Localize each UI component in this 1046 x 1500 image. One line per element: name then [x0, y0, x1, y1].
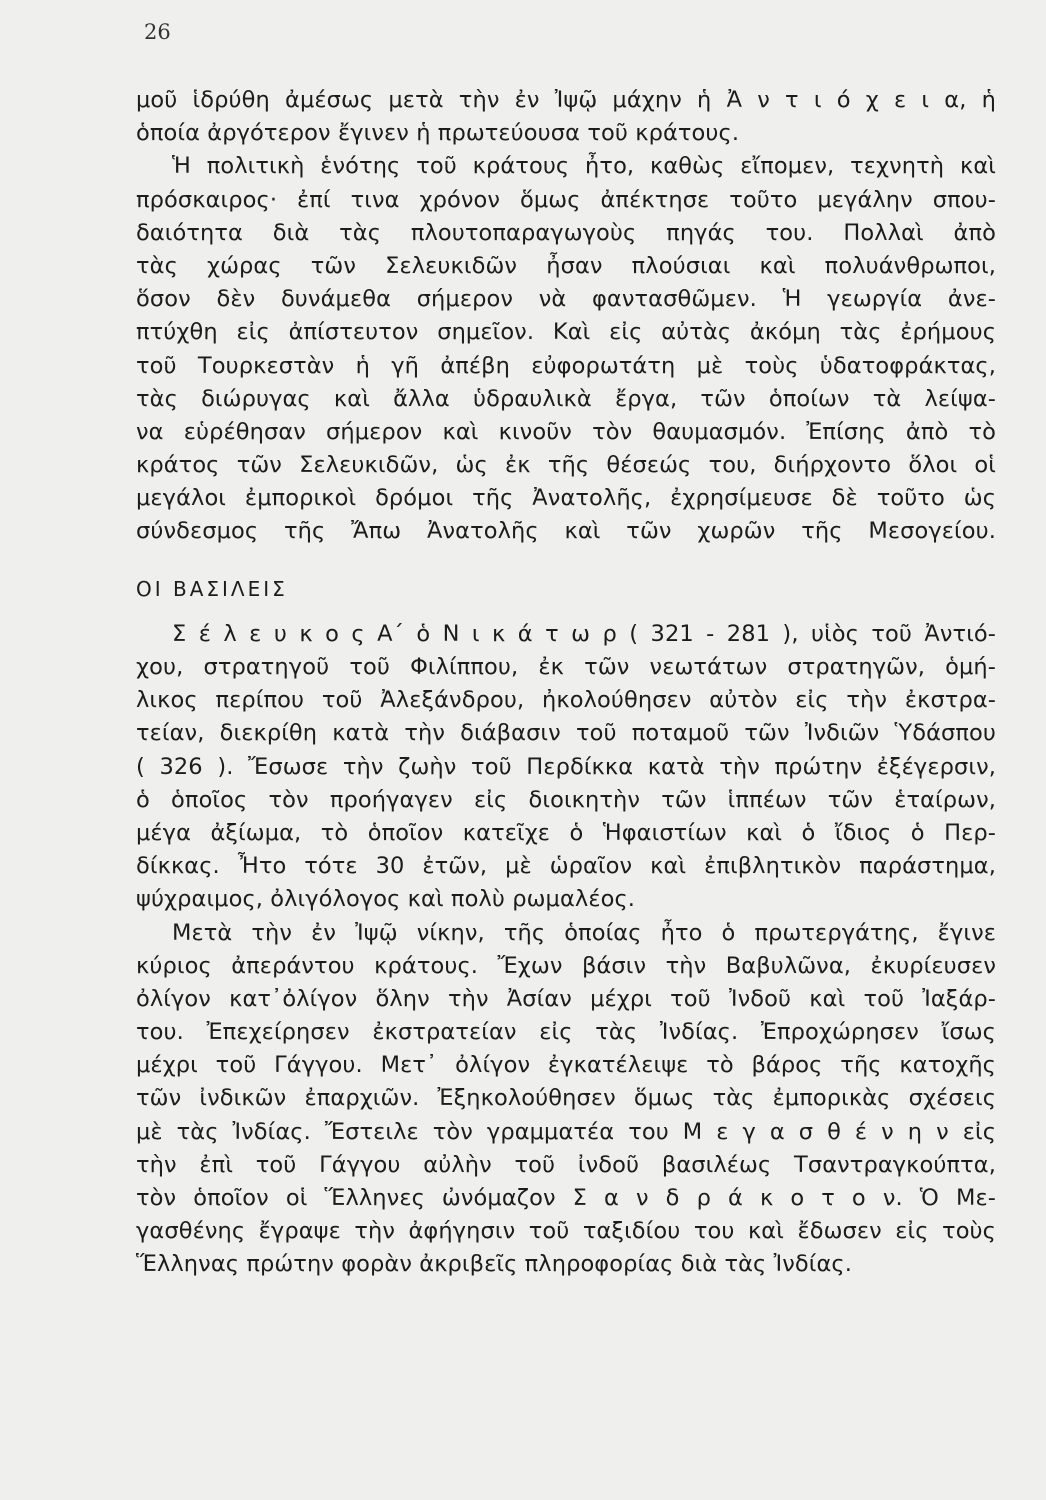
paragraph-3 [136, 618, 996, 917]
text-line: τὰς διώρυγας καὶ ἄλλα ὑδραυλικὰ ἔργα, τῶν ὁποίων τὰ λείψα- [136, 385, 996, 412]
paragraph-4 [136, 917, 996, 1282]
paragraph-2 [136, 150, 996, 548]
text-line: ὀλίγον κατ᾿ὀλίγον ὅλην τὴν Ἀσίαν μέχρι τοῦ Ἰνδοῦ καὶ τοῦ Ἰαξάρ- [136, 985, 996, 1012]
text-line: γασθένης ἔγραψε τὴν ἀφήγησιν τοῦ ταξιδίου του καὶ ἔδωσεν εἰς τοὺς [136, 1218, 996, 1245]
page-body [136, 84, 996, 1282]
text-line: δαιότητα διὰ τὰς πλουτοπαραγωγοὺς πηγάς του. Πολλαὶ ἀπὸ [136, 219, 996, 246]
text-line: πτύχθη εἰς ἀπίστευτον σημεῖον. Καὶ εἰς αὐτὰς ἀκόμη τὰς ἐρήμους [136, 319, 996, 346]
text-line: λικος περίπου τοῦ Ἀλεξάνδρου, ἠκολούθησεν αὐτὸν εἰς τὴν ἐκστρα- [136, 687, 996, 714]
text-line: χου, στρατηγοῦ τοῦ Φιλίππου, ἐκ τῶν νεωτάτων στρατηγῶν, ὁμή- [136, 654, 996, 680]
text-line: σύνδεσμος τῆς Ἄπω Ἀνατολῆς καὶ τῶν χωρῶν τῆς Μεσογείου. [136, 518, 996, 545]
text-line: τῶν ἰνδικῶν ἐπαρχιῶν. Ἐξηκολούθησεν ὅμως τὰς ἐμπορικὰς σχέσεις [136, 1085, 996, 1112]
text-line: κράτος τῶν Σελευκιδῶν, ὡς ἐκ τῆς θέσεώς του, διήρχοντο ὅλοι οἱ [136, 452, 996, 479]
text-line: μοῦ ἱδρύθη ἀμέσως μετὰ τὴν ἐν Ἰψῷ μάχην ἡ Ἀ ν τ ι ό χ ε ι α, ἡ [136, 87, 996, 113]
text-line: μέχρι τοῦ Γάγγου. Μετ᾿ ὀλίγον ἐγκατέλειψε τὸ βάρος τῆς κατοχῆς [136, 1052, 996, 1079]
text-line: τὴν ἐπὶ τοῦ Γάγγου αὐλὴν τοῦ ἰνδοῦ βασιλέως Τσαντραγκούπτα, [136, 1151, 996, 1178]
text-line: ( 326 ). Ἔσωσε τὴν ζωὴν τοῦ Περδίκκα κατὰ τὴν πρώτην ἐξέγερσιν, [136, 753, 996, 780]
paragraph-1 [136, 84, 996, 150]
text-line: δίκκας. Ἦτο τότε 30 ἐτῶν, μὲ ὡραῖον καὶ ἐπιβλητικὸν παράστημα, [136, 853, 996, 880]
text-line: τὸν ὁποῖον οἱ Ἕλληνες ὠνόμαζον Σ α ν δ ρ ά κ ο τ ο ν. Ὁ Με- [136, 1185, 996, 1211]
page-number: 26 [144, 20, 171, 44]
text-line: του. Ἐπεχείρησεν ἐκστρατείαν εἰς τὰς Ἰνδίας. Ἐπροχώρησεν ἴσως [136, 1019, 996, 1046]
section-heading: ΟΙ ΒΑΣΙΛΕΙΣ [136, 576, 288, 601]
text-line: τὰς χώρας τῶν Σελευκιδῶν ἦσαν πλούσιαι καὶ πολυάνθρωποι, [136, 252, 996, 279]
text-line: να εὑρέθησαν σήμερον καὶ κινοῦν τὸν θαυμασμόν. Ἐπίσης ἀπὸ τὸ [136, 418, 996, 445]
text-line: Σ έ λ ε υ κ ο ς Α΄ ὁ Ν ι κ ά τ ω ρ ( 321 - 281 ), υἱὸς τοῦ Ἀντιό- [172, 620, 996, 647]
text-line: ὁποία ἀργότερον ἔγινεν ἡ πρωτεύουσα τοῦ κράτους. [136, 120, 740, 147]
text-line: ὁ ὁποῖος τὸν προήγαγεν εἰς διοικητὴν τῶν ἱππέων τῶν ἑταίρων, [136, 786, 996, 813]
text-line: ψύχραιμος, ὀλιγόλογος καὶ πολὺ ρωμαλέος. [136, 886, 635, 913]
text-line: τείαν, διεκρίθη κατὰ τὴν διάβασιν τοῦ ποταμοῦ τῶν Ἰνδιῶν Ὑδάσπου [136, 720, 996, 747]
text-line: Μετὰ τὴν ἐν Ἰψῷ νίκην, τῆς ὁποίας ἦτο ὁ πρωτεργάτης, ἔγινε [172, 919, 996, 946]
text-line: μέγα ἀξίωμα, τὸ ὁποῖον κατεῖχε ὁ Ἡφαιστίων καὶ ὁ ἴδιος ὁ Περ- [136, 819, 996, 846]
text-line: ὅσον δὲν δυνάμεθα σήμερον νὰ φαντασθῶμεν. Ἡ γεωργία ἀνε- [136, 286, 996, 313]
text-line: Ἕλληνας πρώτην φορὰν ἀκριβεῖς πληροφορίας διὰ τὰς Ἰνδίας. [136, 1251, 852, 1278]
text-line: μεγάλοι ἐμπορικοὶ δρόμοι τῆς Ἀνατολῆς, ἐχρησίμευσε δὲ τοῦτο ὡς [136, 485, 996, 512]
text-line: τοῦ Τουρκεστὰν ἡ γῆ ἀπέβη εὐφορωτάτη μὲ τοὺς ὑδατοφράκτας, [136, 352, 996, 379]
text-line: κύριος ἀπεράντου κράτους. Ἔχων βάσιν τὴν Βαβυλῶνα, ἐκυρίευσεν [136, 952, 996, 979]
text-line: μὲ τὰς Ἰνδίας. Ἔστειλε τὸν γραμματέα του Μ ε γ α σ θ έ ν η ν εἰς [136, 1118, 996, 1145]
text-line: Ἡ πολιτικὴ ἑνότης τοῦ κράτους ἦτο, καθὼς εἴπομεν, τεχνητὴ καὶ [172, 153, 996, 180]
text-line: πρόσκαιρος· ἐπί τινα χρόνον ὅμως ἀπέκτησε τοῦτο μεγάλην σπου- [136, 186, 996, 213]
